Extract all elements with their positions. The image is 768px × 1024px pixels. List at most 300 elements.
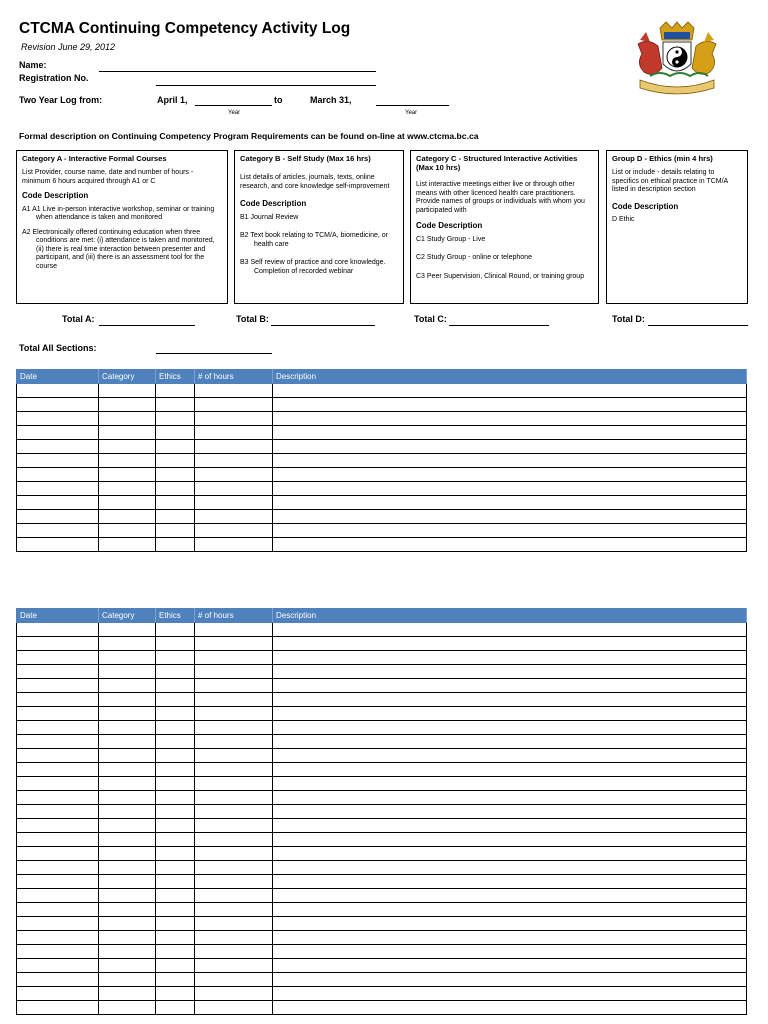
date-cell[interactable]	[17, 903, 99, 917]
ethics-cell[interactable]	[156, 623, 195, 637]
start-year-caption: Year	[228, 110, 241, 116]
total-d-field[interactable]	[648, 325, 748, 326]
hours-cell[interactable]	[195, 454, 273, 468]
hours-cell[interactable]	[195, 538, 273, 552]
ethics-cell[interactable]	[156, 496, 195, 510]
ethics-cell[interactable]	[156, 973, 195, 987]
total-b-label: Total B:	[236, 314, 269, 324]
description-cell[interactable]	[273, 847, 747, 861]
description-cell[interactable]	[273, 917, 747, 931]
ethics-cell[interactable]	[156, 903, 195, 917]
description-cell[interactable]	[273, 973, 747, 987]
ethics-cell[interactable]	[156, 454, 195, 468]
table-row	[17, 538, 747, 552]
description-cell[interactable]	[273, 538, 747, 552]
hours-cell[interactable]	[195, 721, 273, 735]
activity-log-table-2	[16, 608, 747, 1015]
end-year-field[interactable]	[376, 105, 449, 106]
category-cell[interactable]	[99, 538, 156, 552]
category-c-item-c3: C3 Peer Supervision, Clinical Round, or training group	[416, 272, 585, 280]
description-cell[interactable]	[273, 749, 747, 763]
category-b-code-heading: Code Description	[240, 199, 307, 208]
category-cell[interactable]	[99, 931, 156, 945]
total-c-label: Total C:	[414, 314, 447, 324]
ethics-cell[interactable]	[156, 412, 195, 426]
category-cell[interactable]	[99, 889, 156, 903]
col-date-header: Date	[17, 609, 99, 623]
category-cell[interactable]	[99, 468, 156, 482]
date-cell[interactable]	[17, 777, 99, 791]
category-b-item-b2: B2 Text book relating to TCM/A, biomedicine, or health care	[240, 232, 388, 248]
ethics-cell[interactable]	[156, 917, 195, 931]
category-cell[interactable]	[99, 959, 156, 973]
start-year-field[interactable]	[195, 105, 272, 106]
date-cell[interactable]	[17, 707, 99, 721]
col-ethics-header: Ethics	[156, 370, 195, 384]
ethics-cell[interactable]	[156, 538, 195, 552]
date-cell[interactable]	[17, 917, 99, 931]
description-cell[interactable]	[273, 412, 747, 426]
category-cell[interactable]	[99, 693, 156, 707]
ethics-cell[interactable]	[156, 749, 195, 763]
description-cell[interactable]	[273, 468, 747, 482]
table-row	[17, 398, 747, 412]
table-row	[17, 679, 747, 693]
date-cell[interactable]	[17, 819, 99, 833]
category-cell[interactable]	[99, 524, 156, 538]
hours-cell[interactable]	[195, 496, 273, 510]
total-a-field[interactable]	[99, 325, 195, 326]
category-c-item-c2: C2 Study Group - online or telephone	[416, 254, 532, 261]
date-cell[interactable]	[17, 538, 99, 552]
category-cell[interactable]	[99, 875, 156, 889]
hours-cell[interactable]	[195, 973, 273, 987]
hours-cell[interactable]	[195, 707, 273, 721]
col-hours-header: # of hours	[195, 609, 273, 623]
date-cell[interactable]	[17, 987, 99, 1001]
date-cell[interactable]	[17, 440, 99, 454]
table-row	[17, 931, 747, 945]
table-row	[17, 749, 747, 763]
date-cell[interactable]	[17, 833, 99, 847]
ethics-cell[interactable]	[156, 931, 195, 945]
category-cell[interactable]	[99, 440, 156, 454]
date-cell[interactable]	[17, 959, 99, 973]
category-cell[interactable]	[99, 749, 156, 763]
hours-cell[interactable]	[195, 777, 273, 791]
group-d-item-d: D Ethic	[612, 216, 635, 223]
ethics-cell[interactable]	[156, 426, 195, 440]
category-cell[interactable]	[99, 847, 156, 861]
hours-cell[interactable]	[195, 665, 273, 679]
ethics-cell[interactable]	[156, 679, 195, 693]
date-cell[interactable]	[17, 623, 99, 637]
table-row	[17, 623, 747, 637]
table-row	[17, 468, 747, 482]
hours-cell[interactable]	[195, 384, 273, 398]
table-row	[17, 524, 747, 538]
category-b-intro: List details of articles, journals, texts, online research, and core knowledge self-improvement	[240, 174, 390, 190]
formal-description-note: Formal description on Continuing Competency Program Requirements can be found on-line at www.ctcma.bc.ca	[19, 131, 479, 141]
hours-cell[interactable]	[195, 833, 273, 847]
category-cell[interactable]	[99, 398, 156, 412]
ethics-cell[interactable]	[156, 847, 195, 861]
table-row	[17, 707, 747, 721]
revision-date: Revision June 29, 2012	[21, 42, 116, 52]
table-row	[17, 510, 747, 524]
ethics-cell[interactable]	[156, 482, 195, 496]
description-cell[interactable]	[273, 763, 747, 777]
date-cell[interactable]	[17, 749, 99, 763]
category-cell[interactable]	[99, 945, 156, 959]
description-cell[interactable]	[273, 426, 747, 440]
hours-cell[interactable]	[195, 1001, 273, 1015]
table-row	[17, 819, 747, 833]
description-cell[interactable]	[273, 721, 747, 735]
table-row	[17, 777, 747, 791]
col-hours-header: # of hours	[195, 370, 273, 384]
col-category-header: Category	[99, 609, 156, 623]
col-ethics-header: Ethics	[156, 609, 195, 623]
category-b-heading: Category B - Self Study (Max 16 hrs)	[240, 154, 371, 163]
description-cell[interactable]	[273, 875, 747, 889]
hours-cell[interactable]	[195, 749, 273, 763]
ethics-cell[interactable]	[156, 468, 195, 482]
hours-cell[interactable]	[195, 440, 273, 454]
category-cell[interactable]	[99, 679, 156, 693]
hours-cell[interactable]	[195, 931, 273, 945]
description-cell[interactable]	[273, 623, 747, 637]
table-row	[17, 763, 747, 777]
hours-cell[interactable]	[195, 412, 273, 426]
date-cell[interactable]	[17, 791, 99, 805]
ethics-cell[interactable]	[156, 693, 195, 707]
registration-field[interactable]	[156, 85, 376, 86]
description-cell[interactable]	[273, 903, 747, 917]
description-cell[interactable]	[273, 805, 747, 819]
table-row	[17, 721, 747, 735]
category-c-heading: Category C - Structured Interactive Activities (Max 10 hrs)	[416, 154, 578, 172]
category-cell[interactable]	[99, 510, 156, 524]
date-cell[interactable]	[17, 889, 99, 903]
hours-cell[interactable]	[195, 917, 273, 931]
description-cell[interactable]	[273, 482, 747, 496]
category-cell[interactable]	[99, 987, 156, 1001]
ctcma-coat-of-arms-icon	[630, 20, 724, 102]
page-title: CTCMA Continuing Competency Activity Log	[19, 20, 351, 37]
category-cell[interactable]	[99, 707, 156, 721]
table-row	[17, 945, 747, 959]
category-cell[interactable]	[99, 819, 156, 833]
description-cell[interactable]	[273, 693, 747, 707]
category-cell[interactable]	[99, 384, 156, 398]
category-c-code-heading: Code Description	[416, 221, 483, 230]
table-row	[17, 637, 747, 651]
description-cell[interactable]	[273, 945, 747, 959]
category-cell[interactable]	[99, 791, 156, 805]
ethics-cell[interactable]	[156, 805, 195, 819]
ethics-cell[interactable]	[156, 637, 195, 651]
date-cell[interactable]	[17, 398, 99, 412]
date-cell[interactable]	[17, 468, 99, 482]
activity-log-table-1	[16, 369, 747, 552]
description-cell[interactable]	[273, 889, 747, 903]
date-cell[interactable]	[17, 735, 99, 749]
table-row	[17, 693, 747, 707]
description-cell[interactable]	[273, 959, 747, 973]
table-row	[17, 875, 747, 889]
total-c-field[interactable]	[449, 325, 549, 326]
table-row	[17, 412, 747, 426]
ethics-cell[interactable]	[156, 1001, 195, 1015]
total-all-label: Total All Sections:	[19, 343, 97, 353]
ethics-cell[interactable]	[156, 510, 195, 524]
category-cell[interactable]	[99, 763, 156, 777]
ethics-cell[interactable]	[156, 889, 195, 903]
hours-cell[interactable]	[195, 482, 273, 496]
category-cell[interactable]	[99, 651, 156, 665]
date-cell[interactable]	[17, 763, 99, 777]
date-cell[interactable]	[17, 861, 99, 875]
group-d-code-heading: Code Description	[612, 201, 679, 211]
date-cell[interactable]	[17, 412, 99, 426]
group-d-heading: Group D - Ethics (min 4 hrs)	[612, 154, 713, 163]
category-cell[interactable]	[99, 917, 156, 931]
category-cell[interactable]	[99, 665, 156, 679]
activity-log-body-1	[17, 384, 747, 552]
table-row	[17, 651, 747, 665]
hours-cell[interactable]	[195, 805, 273, 819]
date-cell[interactable]	[17, 805, 99, 819]
hours-cell[interactable]	[195, 791, 273, 805]
category-cell[interactable]	[99, 805, 156, 819]
hours-cell[interactable]	[195, 735, 273, 749]
table-row	[17, 665, 747, 679]
date-cell[interactable]	[17, 524, 99, 538]
hours-cell[interactable]	[195, 959, 273, 973]
category-cell[interactable]	[99, 973, 156, 987]
hours-cell[interactable]	[195, 651, 273, 665]
col-description-header: Description	[273, 609, 747, 623]
description-cell[interactable]	[273, 791, 747, 805]
total-b-field[interactable]	[271, 325, 375, 326]
category-a-code-heading: Code Description	[22, 191, 89, 200]
category-cell[interactable]	[99, 482, 156, 496]
hours-cell[interactable]	[195, 637, 273, 651]
ethics-cell[interactable]	[156, 791, 195, 805]
hours-cell[interactable]	[195, 398, 273, 412]
hours-cell[interactable]	[195, 623, 273, 637]
ethics-cell[interactable]	[156, 721, 195, 735]
date-cell[interactable]	[17, 665, 99, 679]
ethics-cell[interactable]	[156, 833, 195, 847]
ethics-cell[interactable]	[156, 987, 195, 1001]
table-row	[17, 973, 747, 987]
date-cell[interactable]	[17, 482, 99, 496]
april-label: April 1,	[157, 95, 188, 105]
category-cell[interactable]	[99, 777, 156, 791]
table-row	[17, 426, 747, 440]
date-cell[interactable]	[17, 510, 99, 524]
description-cell[interactable]	[273, 777, 747, 791]
category-a-box	[16, 150, 228, 304]
hours-cell[interactable]	[195, 763, 273, 777]
ethics-cell[interactable]	[156, 875, 195, 889]
name-label: Name:	[19, 60, 47, 70]
description-cell[interactable]	[273, 931, 747, 945]
description-cell[interactable]	[273, 707, 747, 721]
category-a-item-a2: A2 Electronically offered continuing education when three conditions are met: (i) attendance is taken and monitored, (ii) there is real time interaction between presenter and participant, and (iii) there is an assessment tool for the course	[22, 228, 215, 270]
description-cell[interactable]	[273, 384, 747, 398]
category-cell[interactable]	[99, 721, 156, 735]
description-cell[interactable]	[273, 637, 747, 651]
description-cell[interactable]	[273, 651, 747, 665]
ethics-cell[interactable]	[156, 945, 195, 959]
date-cell[interactable]	[17, 693, 99, 707]
description-cell[interactable]	[273, 440, 747, 454]
category-cell[interactable]	[99, 426, 156, 440]
description-cell[interactable]	[273, 735, 747, 749]
end-year-caption: Year	[405, 110, 418, 116]
table-row	[17, 1001, 747, 1015]
date-cell[interactable]	[17, 945, 99, 959]
hours-cell[interactable]	[195, 426, 273, 440]
hours-cell[interactable]	[195, 510, 273, 524]
ethics-cell[interactable]	[156, 735, 195, 749]
col-date-header: Date	[17, 370, 99, 384]
description-cell[interactable]	[273, 833, 747, 847]
table-row	[17, 454, 747, 468]
description-cell[interactable]	[273, 861, 747, 875]
category-c-item-c1: C1 Study Group - Live	[416, 235, 486, 243]
date-cell[interactable]	[17, 384, 99, 398]
date-cell[interactable]	[17, 496, 99, 510]
table-row	[17, 847, 747, 861]
hours-cell[interactable]	[195, 903, 273, 917]
total-all-field[interactable]	[156, 353, 272, 354]
category-a-item-a1: A1 A1 Live in-person interactive workshop, seminar or training when attendance is taken and monitored	[22, 205, 215, 221]
description-cell[interactable]	[273, 1001, 747, 1015]
hours-cell[interactable]	[195, 945, 273, 959]
hours-cell[interactable]	[195, 693, 273, 707]
date-cell[interactable]	[17, 875, 99, 889]
category-cell[interactable]	[99, 454, 156, 468]
date-cell[interactable]	[17, 637, 99, 651]
col-category-header: Category	[99, 370, 156, 384]
ethics-cell[interactable]	[156, 763, 195, 777]
ethics-cell[interactable]	[156, 861, 195, 875]
description-cell[interactable]	[273, 454, 747, 468]
ethics-cell[interactable]	[156, 384, 195, 398]
category-b-item-b3: B3 Self review of practice and core knowledge. Completion of recorded webinar	[240, 259, 386, 275]
ethics-cell[interactable]	[156, 440, 195, 454]
table-row	[17, 440, 747, 454]
total-a-label: Total A:	[62, 314, 95, 324]
table-row	[17, 903, 747, 917]
date-cell[interactable]	[17, 679, 99, 693]
description-cell[interactable]	[273, 524, 747, 538]
ethics-cell[interactable]	[156, 524, 195, 538]
description-cell[interactable]	[273, 819, 747, 833]
march-label: March 31,	[310, 95, 352, 105]
table-row	[17, 959, 747, 973]
table-row	[17, 833, 747, 847]
table-row	[17, 482, 747, 496]
category-c-box	[410, 150, 599, 304]
date-cell[interactable]	[17, 931, 99, 945]
name-field[interactable]	[99, 71, 376, 72]
hours-cell[interactable]	[195, 847, 273, 861]
table-row	[17, 735, 747, 749]
category-cell[interactable]	[99, 412, 156, 426]
date-cell[interactable]	[17, 1001, 99, 1015]
ethics-cell[interactable]	[156, 819, 195, 833]
group-d-intro: List or include - details relating to specifics on ethical practice in TCM/A listed in description section	[612, 169, 728, 193]
category-cell[interactable]	[99, 861, 156, 875]
hours-cell[interactable]	[195, 819, 273, 833]
category-a-heading: Category A - Interactive Formal Courses	[22, 154, 167, 163]
category-cell[interactable]	[99, 623, 156, 637]
hours-cell[interactable]	[195, 524, 273, 538]
table-row	[17, 805, 747, 819]
description-cell[interactable]	[273, 665, 747, 679]
table-row	[17, 987, 747, 1001]
ethics-cell[interactable]	[156, 651, 195, 665]
date-cell[interactable]	[17, 721, 99, 735]
description-cell[interactable]	[273, 987, 747, 1001]
date-cell[interactable]	[17, 847, 99, 861]
category-b-box	[234, 150, 404, 304]
ethics-cell[interactable]	[156, 959, 195, 973]
table-row	[17, 861, 747, 875]
ethics-cell[interactable]	[156, 777, 195, 791]
description-cell[interactable]	[273, 510, 747, 524]
description-cell[interactable]	[273, 679, 747, 693]
hours-cell[interactable]	[195, 861, 273, 875]
group-d-box	[606, 150, 748, 304]
activity-log-body-2	[17, 623, 747, 1015]
hours-cell[interactable]	[195, 875, 273, 889]
table-row	[17, 917, 747, 931]
description-cell[interactable]	[273, 496, 747, 510]
date-cell[interactable]	[17, 426, 99, 440]
category-cell[interactable]	[99, 735, 156, 749]
category-cell[interactable]	[99, 496, 156, 510]
date-cell[interactable]	[17, 973, 99, 987]
date-cell[interactable]	[17, 651, 99, 665]
hours-cell[interactable]	[195, 468, 273, 482]
total-d-label: Total D:	[612, 314, 645, 324]
table-row	[17, 889, 747, 903]
date-cell[interactable]	[17, 454, 99, 468]
category-cell[interactable]	[99, 833, 156, 847]
category-c-intro: List interactive meetings either live or through other means with other licenced health care practitioners. Provide names of groups or individuals with whom you participated with	[416, 181, 585, 214]
two-year-log-label: Two Year Log from:	[19, 95, 103, 105]
ethics-cell[interactable]	[156, 707, 195, 721]
ethics-cell[interactable]	[156, 398, 195, 412]
category-b-item-b1: B1 Journal Review	[240, 213, 299, 221]
hours-cell[interactable]	[195, 987, 273, 1001]
description-cell[interactable]	[273, 398, 747, 412]
category-cell[interactable]	[99, 1001, 156, 1015]
category-cell[interactable]	[99, 637, 156, 651]
table-row	[17, 384, 747, 398]
hours-cell[interactable]	[195, 679, 273, 693]
ethics-cell[interactable]	[156, 665, 195, 679]
table-row	[17, 496, 747, 510]
hours-cell[interactable]	[195, 889, 273, 903]
category-cell[interactable]	[99, 903, 156, 917]
